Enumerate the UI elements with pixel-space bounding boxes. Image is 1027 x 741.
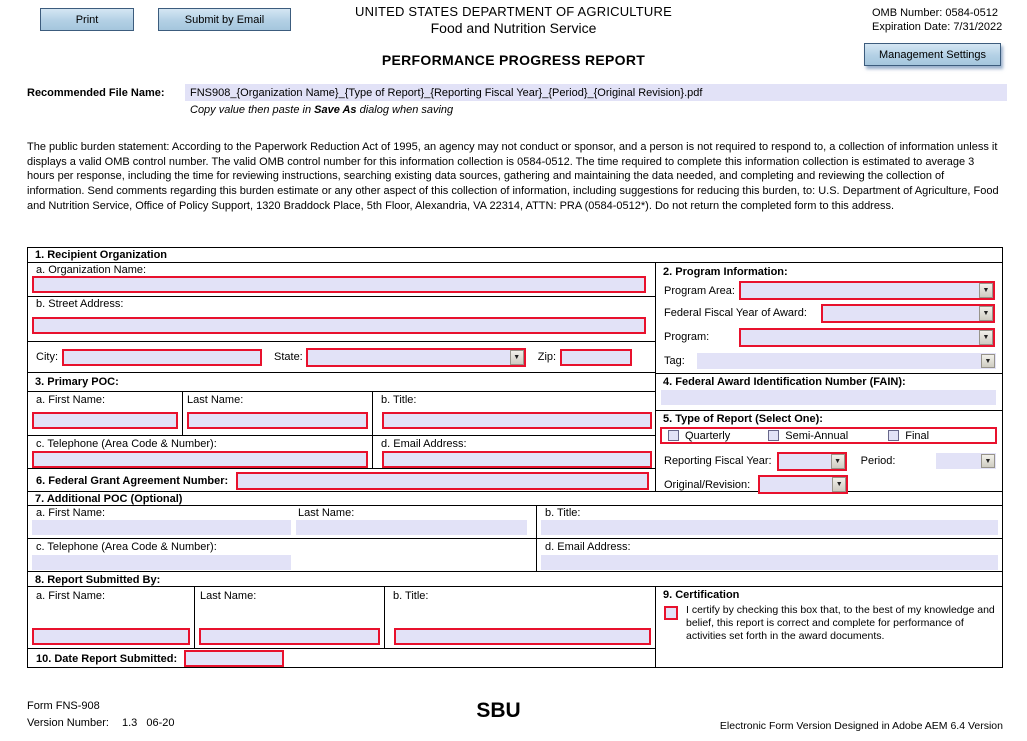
section-9-header: 9. Certification — [663, 589, 740, 601]
aem-version-note: Electronic Form Version Designed in Adobe AEM 6.4 Version — [719, 720, 1003, 732]
period-select[interactable] — [936, 453, 996, 469]
omb-info — [872, 6, 1002, 34]
note-suffix: dialog when saving — [356, 104, 454, 116]
version-date: 06-20 — [146, 717, 175, 729]
zip-input[interactable] — [560, 349, 632, 366]
agency-subtitle: Food and Nutrition Service — [430, 20, 597, 36]
submit-first-name-input[interactable] — [32, 628, 190, 645]
tag-select[interactable] — [697, 353, 996, 369]
submit-last-name-input[interactable] — [199, 628, 380, 645]
submit-title-input[interactable] — [394, 628, 651, 645]
original-revision-select[interactable] — [758, 475, 848, 494]
omb-number: OMB Number: 0584-0512 — [872, 7, 998, 19]
chevron-down-icon[interactable]: ▼ — [979, 283, 993, 298]
note-save-as: Save As — [314, 104, 357, 116]
date-submitted-row — [28, 648, 655, 668]
primary-last-name-label: Last Name: — [187, 394, 244, 406]
additional-last-name-label: Last Name: — [298, 507, 355, 519]
primary-email-input[interactable] — [382, 451, 652, 468]
org-name-input[interactable] — [32, 276, 646, 293]
report-type-cell — [656, 427, 1002, 449]
submit-first-name-cell — [28, 587, 195, 648]
certification-cell — [656, 587, 1002, 667]
chevron-down-icon[interactable]: ▼ — [981, 354, 995, 368]
note-prefix: Copy value then paste in — [190, 104, 315, 116]
original-revision-row — [656, 473, 1002, 496]
final-label: Final — [905, 429, 930, 442]
additional-title-cell — [537, 506, 1002, 538]
additional-last-name-input[interactable] — [296, 520, 527, 535]
certification-checkbox[interactable] — [664, 606, 678, 620]
right-column — [656, 263, 1002, 491]
street-label: b. Street Address: — [36, 298, 124, 310]
burden-statement: The public burden statement: According to the Paperwork Reduction Act of 1995, an agency may not conduct or sponsor, and a person is not required to respond to, a collection of information unless it displays a valid OMB control number. The valid OMB control number for this information collection is 0584-0512. The time required to complete this information collection is estimated to average 3 hours per response, including the time for reviewing instructions, searching existing data sources, gathering and maintaining the data needed, and completing and reviewing the collection of information. Send comments regarding this burden estimate or any other aspect of this collection of information, including suggestions for reducing this burden, to: U.S. Department of Agriculture, Food and Nutrition Service, Office of Policy Support, 1320 Braddock Place, 5th Floor, Alexandria, VA 22314, ATTN: PRA (0584-0512*). Do not return the completed form to this address. — [27, 141, 999, 212]
print-button[interactable]: Print — [40, 8, 134, 31]
fiscal-year-award-label: Federal Fiscal Year of Award: — [664, 307, 807, 319]
management-settings-button[interactable]: Management Settings — [864, 43, 1001, 66]
primary-first-name-cell — [28, 392, 182, 435]
upper-region — [28, 262, 1002, 491]
version-label: Version Number: — [27, 717, 109, 729]
form-number: Form FNS-908 — [27, 700, 100, 712]
submitted-by-block — [28, 587, 656, 667]
fain-cell — [656, 390, 1002, 410]
city-state-zip-row — [28, 341, 655, 372]
org-name-label: a. Organization Name: — [36, 264, 147, 276]
program-area-label: Program Area: — [664, 284, 735, 297]
section-10-header: 10. Date Report Submitted: — [36, 652, 178, 665]
additional-first-name-input[interactable] — [32, 520, 291, 535]
tag-row — [656, 349, 1002, 373]
additional-first-name-cell — [32, 507, 294, 538]
additional-first-name-label: a. First Name: — [36, 507, 106, 519]
primary-email-label: d. Email Address: — [381, 438, 467, 450]
reporting-fiscal-year-select[interactable] — [777, 452, 847, 471]
primary-poc-contact-row — [28, 435, 655, 468]
additional-phone-label: c. Telephone (Area Code & Number): — [36, 541, 217, 553]
primary-last-name-cell — [182, 392, 372, 435]
additional-phone-cell — [28, 539, 537, 571]
additional-last-name-cell — [296, 507, 529, 538]
certification-text: I certify by checking this box that, to the best of my knowledge and belief, this report is correct and complete for performance of activities set forth in the award documents. — [686, 604, 995, 642]
report-type-group — [660, 427, 997, 444]
fiscal-year-award-row — [656, 301, 1002, 325]
section-1-header: 1. Recipient Organization — [35, 249, 168, 261]
program-area-row — [656, 280, 1002, 301]
chevron-down-icon[interactable]: ▼ — [979, 330, 993, 345]
quarterly-checkbox[interactable] — [668, 430, 679, 441]
primary-phone-cell — [28, 436, 372, 468]
primary-last-name-input[interactable] — [187, 412, 368, 429]
submitted-by-row — [28, 587, 655, 648]
street-address-input[interactable] — [32, 317, 646, 334]
primary-first-name-input[interactable] — [32, 412, 178, 429]
additional-phone-input[interactable] — [32, 555, 291, 570]
section-7-header: 7. Additional POC (Optional) — [28, 491, 1002, 505]
bottom-region — [28, 586, 1002, 667]
primary-title-cell — [372, 392, 656, 435]
expiration-date: Expiration Date: 7/31/2022 — [872, 21, 1003, 33]
state-select[interactable] — [306, 348, 526, 367]
program-select[interactable] — [739, 328, 995, 347]
primary-phone-label: c. Telephone (Area Code & Number): — [36, 438, 217, 450]
additional-name-cell — [28, 506, 537, 538]
agency-name: UNITED STATES DEPARTMENT OF AGRICULTURE — [355, 4, 672, 19]
submit-last-name-cell — [195, 587, 385, 648]
submit-last-name-label: Last Name: — [200, 590, 257, 602]
section-8-header: 8. Report Submitted By: — [28, 571, 1002, 586]
additional-title-label: b. Title: — [545, 507, 581, 519]
section-5-header: 5. Type of Report (Select One): — [656, 410, 1002, 425]
quarterly-label: Quarterly — [685, 429, 731, 442]
program-label: Program: — [664, 331, 710, 343]
final-checkbox[interactable] — [888, 430, 899, 441]
primary-email-cell — [372, 436, 656, 468]
state-label: State: — [274, 351, 303, 363]
semi-annual-label: Semi-Annual — [785, 429, 849, 442]
primary-title-input[interactable] — [382, 412, 652, 429]
chevron-down-icon[interactable]: ▼ — [979, 306, 993, 321]
zip-label: Zip: — [537, 351, 557, 363]
additional-title-input[interactable] — [541, 520, 998, 535]
fiscal-year-of-award-select[interactable] — [821, 304, 995, 323]
submit-title-cell — [385, 587, 655, 648]
primary-title-label: b. Title: — [381, 394, 417, 406]
section-3-header: 3. Primary POC: — [28, 372, 655, 391]
additional-email-label: d. Email Address: — [545, 541, 631, 553]
program-area-select[interactable] — [739, 281, 995, 300]
submit-first-name-label: a. First Name: — [36, 590, 106, 602]
grant-agreement-number-input[interactable] — [236, 472, 649, 490]
recommended-file-name-value[interactable]: FNS908_{Organization Name}_{Type of Report}_{Reporting Fiscal Year}_{Period}_{Original Revision}.pdf — [185, 84, 1007, 101]
version-number: 1.3 — [122, 717, 138, 729]
period-label: Period: — [860, 455, 896, 467]
primary-first-name-label: a. First Name: — [36, 394, 106, 406]
additional-poc-contact-row — [28, 538, 1002, 571]
section-4-header: 4. Federal Award Identification Number (FAIN): — [656, 373, 1002, 388]
section-6-header: 6. Federal Grant Agreement Number: — [36, 474, 229, 487]
reporting-fiscal-year-row — [656, 449, 1002, 473]
primary-phone-input[interactable] — [32, 451, 368, 468]
section-2-header: 2. Program Information: — [663, 266, 788, 278]
chevron-down-icon[interactable]: ▼ — [832, 477, 846, 492]
submit-by-email-button[interactable]: Submit by Email — [158, 8, 291, 31]
form-table — [27, 247, 1003, 668]
chevron-down-icon[interactable]: ▼ — [510, 350, 524, 365]
chevron-down-icon[interactable]: ▼ — [981, 454, 995, 468]
program-row — [656, 325, 1002, 349]
semi-annual-checkbox[interactable] — [768, 430, 779, 441]
page-title: PERFORMANCE PROGRESS REPORT — [381, 52, 646, 68]
chevron-down-icon[interactable]: ▼ — [831, 454, 845, 469]
file-name-note — [190, 104, 453, 116]
date-report-submitted-input[interactable] — [184, 650, 284, 667]
reporting-fiscal-year-label: Reporting Fiscal Year: — [664, 455, 772, 467]
sbu-marking: SBU — [476, 699, 521, 722]
additional-email-input[interactable] — [541, 555, 998, 570]
city-input[interactable] — [62, 349, 262, 366]
recommended-file-name-label: Recommended File Name: — [27, 87, 165, 99]
primary-poc-name-row — [28, 391, 655, 435]
additional-poc-name-row — [28, 505, 1002, 538]
tag-label: Tag: — [664, 355, 685, 367]
org-name-cell — [28, 263, 655, 296]
left-column — [28, 263, 656, 491]
certification-body — [663, 604, 996, 642]
submit-title-label: b. Title: — [393, 590, 429, 602]
additional-email-cell — [537, 539, 1002, 571]
grant-agreement-row — [28, 468, 655, 492]
street-cell — [28, 296, 655, 341]
fain-input[interactable] — [661, 390, 996, 405]
original-revision-label: Original/Revision: — [664, 478, 751, 491]
city-label: City: — [36, 351, 58, 363]
